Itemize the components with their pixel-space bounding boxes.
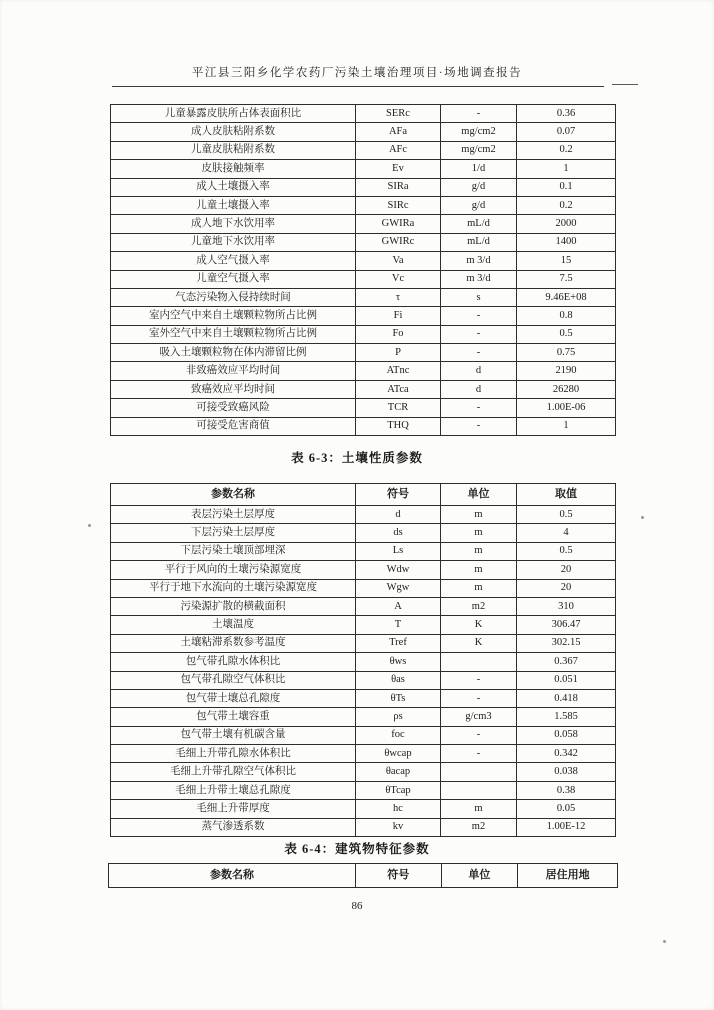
- table-row: [111, 745, 616, 763]
- value-cell: 0.36: [517, 105, 616, 123]
- unit-cell: -: [441, 399, 517, 417]
- param-name-cell: 包气带土壤有机碳含量: [111, 726, 356, 744]
- value-cell: 4: [517, 524, 616, 542]
- param-name-cell: 儿童土壤摄入率: [111, 196, 356, 214]
- unit-cell: -: [441, 417, 517, 435]
- table-row: [111, 270, 616, 288]
- symbol-cell: Vc: [356, 270, 441, 288]
- table-row: [111, 105, 616, 123]
- param-name-cell: 可接受危害商值: [111, 417, 356, 435]
- unit-cell: -: [441, 726, 517, 744]
- param-name-cell: 皮肤接触频率: [111, 160, 356, 178]
- table-row: [111, 781, 616, 799]
- param-name-cell: 儿童暴露皮肤所占体表面积比: [111, 105, 356, 123]
- param-name-cell: 毛细上升带厚度: [111, 800, 356, 818]
- unit-cell: mg/cm2: [441, 123, 517, 141]
- param-name-cell: 致癌效应平均时间: [111, 380, 356, 398]
- symbol-cell: Ev: [356, 160, 441, 178]
- symbol-cell: Ls: [356, 542, 441, 560]
- param-name-cell: 土壤粘滞系数参考温度: [111, 634, 356, 652]
- value-cell: 2190: [517, 362, 616, 380]
- unit-cell: s: [441, 288, 517, 306]
- symbol-cell: hc: [356, 800, 441, 818]
- header-unit: 单位: [441, 484, 517, 506]
- unit-cell: m 3/d: [441, 270, 517, 288]
- table-row: [111, 307, 616, 325]
- unit-cell: -: [441, 325, 517, 343]
- table-row: [111, 616, 616, 634]
- symbol-cell: Fi: [356, 307, 441, 325]
- param-name-cell: 非致癌效应平均时间: [111, 362, 356, 380]
- header-divider-fragment: [612, 84, 638, 85]
- value-cell: 0.342: [517, 745, 616, 763]
- scan-artifact: [641, 516, 644, 519]
- scan-artifact: [88, 524, 91, 527]
- symbol-cell: A: [356, 597, 441, 615]
- table-row: [111, 506, 616, 524]
- symbol-cell: kv: [356, 818, 441, 836]
- table-row: [111, 800, 616, 818]
- unit-cell: -: [441, 689, 517, 707]
- symbol-cell: θws: [356, 653, 441, 671]
- table-row: [111, 597, 616, 615]
- table-row: [111, 178, 616, 196]
- symbol-cell: ds: [356, 524, 441, 542]
- param-name-cell: 污染源扩散的横截面积: [111, 597, 356, 615]
- param-name-cell: 成人土壤摄入率: [111, 178, 356, 196]
- value-cell: 1.00E-12: [517, 818, 616, 836]
- symbol-cell: TCR: [356, 399, 441, 417]
- param-name-cell: 室内空气中来自土壤颗粒物所占比例: [111, 307, 356, 325]
- value-cell: 0.5: [517, 542, 616, 560]
- table-row: [111, 818, 616, 836]
- value-cell: 0.058: [517, 726, 616, 744]
- table-row: [111, 399, 616, 417]
- value-cell: 310: [517, 597, 616, 615]
- value-cell: 20: [517, 579, 616, 597]
- table-header-row: [109, 864, 618, 888]
- symbol-cell: Wdw: [356, 561, 441, 579]
- symbol-cell: foc: [356, 726, 441, 744]
- value-cell: 0.418: [517, 689, 616, 707]
- symbol-cell: AFc: [356, 141, 441, 159]
- scan-artifact: [663, 940, 666, 943]
- value-cell: 0.5: [517, 325, 616, 343]
- unit-cell: m: [441, 579, 517, 597]
- value-cell: 0.051: [517, 671, 616, 689]
- table-row: [111, 252, 616, 270]
- unit-cell: d: [441, 380, 517, 398]
- value-cell: 0.5: [517, 506, 616, 524]
- value-cell: 0.1: [517, 178, 616, 196]
- param-name-cell: 土壤温度: [111, 616, 356, 634]
- symbol-cell: ATnc: [356, 362, 441, 380]
- unit-cell: g/d: [441, 196, 517, 214]
- table-row: [111, 671, 616, 689]
- table-row: [111, 141, 616, 159]
- symbol-cell: Va: [356, 252, 441, 270]
- unit-cell: m: [441, 506, 517, 524]
- building-parameters-table: [108, 863, 618, 888]
- param-name-cell: 成人地下水饮用率: [111, 215, 356, 233]
- header-param-name: 参数名称: [111, 484, 356, 506]
- unit-cell: m: [441, 800, 517, 818]
- param-name-cell: 下层污染土层厚度: [111, 524, 356, 542]
- table-6-3-title: 表 6-3：土壤性质参数: [291, 451, 423, 465]
- value-cell: 20: [517, 561, 616, 579]
- unit-cell: 1/d: [441, 160, 517, 178]
- table-header-row: [111, 484, 616, 506]
- param-name-cell: 可接受致癌风险: [111, 399, 356, 417]
- param-name-cell: 室外空气中来自土壤颗粒物所占比例: [111, 325, 356, 343]
- header-symbol: 符号: [356, 484, 441, 506]
- symbol-cell: T: [356, 616, 441, 634]
- param-name-cell: 成人空气摄入率: [111, 252, 356, 270]
- table-row: [111, 708, 616, 726]
- symbol-cell: τ: [356, 288, 441, 306]
- param-name-cell: 包气带孔隙空气体积比: [111, 671, 356, 689]
- unit-cell: mL/d: [441, 233, 517, 251]
- unit-cell: d: [441, 362, 517, 380]
- header-symbol: 符号: [355, 864, 441, 888]
- symbol-cell: THQ: [356, 417, 441, 435]
- unit-cell: [441, 653, 517, 671]
- symbol-cell: GWIRa: [356, 215, 441, 233]
- table-row: [111, 233, 616, 251]
- table-row: [111, 344, 616, 362]
- unit-cell: -: [441, 745, 517, 763]
- param-name-cell: 包气带土壤总孔隙度: [111, 689, 356, 707]
- param-name-cell: 平行于地下水流向的土壤污染源宽度: [111, 579, 356, 597]
- unit-cell: m2: [441, 597, 517, 615]
- param-name-cell: 包气带土壤容重: [111, 708, 356, 726]
- table-row: [111, 215, 616, 233]
- unit-cell: -: [441, 307, 517, 325]
- table-row: [111, 726, 616, 744]
- value-cell: 0.2: [517, 141, 616, 159]
- unit-cell: -: [441, 344, 517, 362]
- value-cell: 1.585: [517, 708, 616, 726]
- unit-cell: mL/d: [441, 215, 517, 233]
- table-row: [111, 763, 616, 781]
- value-cell: 302.15: [517, 634, 616, 652]
- symbol-cell: ATca: [356, 380, 441, 398]
- unit-cell: [441, 781, 517, 799]
- value-cell: 1: [517, 417, 616, 435]
- value-cell: 0.75: [517, 344, 616, 362]
- value-cell: 1.00E-06: [517, 399, 616, 417]
- table-row: [111, 123, 616, 141]
- param-name-cell: 儿童皮肤粘附系数: [111, 141, 356, 159]
- table-row: [111, 689, 616, 707]
- symbol-cell: P: [356, 344, 441, 362]
- param-name-cell: 下层污染土壤顶部埋深: [111, 542, 356, 560]
- table-row: [111, 579, 616, 597]
- exposure-parameters-table: [110, 104, 616, 436]
- header-value: 取值: [517, 484, 616, 506]
- page-number: 86: [351, 900, 363, 912]
- param-name-cell: 包气带孔隙水体积比: [111, 653, 356, 671]
- table-row: [111, 380, 616, 398]
- table-row: [111, 362, 616, 380]
- table-6-4-title: 表 6-4：建筑物特征参数: [284, 842, 430, 856]
- symbol-cell: θacap: [356, 763, 441, 781]
- symbol-cell: θwcap: [356, 745, 441, 763]
- header-divider: [112, 86, 604, 87]
- unit-cell: g/d: [441, 178, 517, 196]
- unit-cell: m2: [441, 818, 517, 836]
- param-name-cell: 儿童地下水饮用率: [111, 233, 356, 251]
- unit-cell: -: [441, 105, 517, 123]
- unit-cell: m: [441, 542, 517, 560]
- table-row: [111, 542, 616, 560]
- param-name-cell: 吸入土壤颗粒物在体内滞留比例: [111, 344, 356, 362]
- value-cell: 0.8: [517, 307, 616, 325]
- value-cell: 0.07: [517, 123, 616, 141]
- symbol-cell: GWIRc: [356, 233, 441, 251]
- value-cell: 0.05: [517, 800, 616, 818]
- unit-cell: K: [441, 616, 517, 634]
- param-name-cell: 儿童空气摄入率: [111, 270, 356, 288]
- table-row: [111, 288, 616, 306]
- param-name-cell: 成人皮肤粘附系数: [111, 123, 356, 141]
- param-name-cell: 毛细上升带孔隙空气体积比: [111, 763, 356, 781]
- value-cell: 0.367: [517, 653, 616, 671]
- symbol-cell: SIRc: [356, 196, 441, 214]
- value-cell: 0.2: [517, 196, 616, 214]
- unit-cell: m 3/d: [441, 252, 517, 270]
- table-row: [111, 524, 616, 542]
- unit-cell: mg/cm2: [441, 141, 517, 159]
- param-name-cell: 气态污染物入侵持续时间: [111, 288, 356, 306]
- value-cell: 1: [517, 160, 616, 178]
- unit-cell: m: [441, 524, 517, 542]
- value-cell: 0.038: [517, 763, 616, 781]
- header-param-name: 参数名称: [109, 864, 356, 888]
- header-land-use: 居住用地: [518, 864, 618, 888]
- symbol-cell: θas: [356, 671, 441, 689]
- symbol-cell: SIRa: [356, 178, 441, 196]
- table-row: [111, 653, 616, 671]
- value-cell: 2000: [517, 215, 616, 233]
- value-cell: 1400: [517, 233, 616, 251]
- value-cell: 0.38: [517, 781, 616, 799]
- table-row: [111, 160, 616, 178]
- unit-cell: K: [441, 634, 517, 652]
- symbol-cell: ρs: [356, 708, 441, 726]
- table-row: [111, 196, 616, 214]
- symbol-cell: Wgw: [356, 579, 441, 597]
- value-cell: 15: [517, 252, 616, 270]
- table-row: [111, 417, 616, 435]
- soil-properties-table: [110, 483, 616, 837]
- table-row: [111, 325, 616, 343]
- param-name-cell: 毛细上升带土壤总孔隙度: [111, 781, 356, 799]
- unit-cell: [441, 763, 517, 781]
- param-name-cell: 蒸气渗透系数: [111, 818, 356, 836]
- symbol-cell: AFa: [356, 123, 441, 141]
- unit-cell: m: [441, 561, 517, 579]
- header-unit: 单位: [441, 864, 518, 888]
- symbol-cell: d: [356, 506, 441, 524]
- value-cell: 306.47: [517, 616, 616, 634]
- value-cell: 26280: [517, 380, 616, 398]
- unit-cell: -: [441, 671, 517, 689]
- unit-cell: g/cm3: [441, 708, 517, 726]
- symbol-cell: θTcap: [356, 781, 441, 799]
- symbol-cell: SERc: [356, 105, 441, 123]
- param-name-cell: 平行于风向的土壤污染源宽度: [111, 561, 356, 579]
- table-row: [111, 561, 616, 579]
- page-header-title: 平江县三阳乡化学农药厂污染土壤治理项目·场地调查报告: [191, 67, 523, 79]
- value-cell: 9.46E+08: [517, 288, 616, 306]
- param-name-cell: 表层污染土层厚度: [111, 506, 356, 524]
- symbol-cell: Fo: [356, 325, 441, 343]
- symbol-cell: θTs: [356, 689, 441, 707]
- value-cell: 7.5: [517, 270, 616, 288]
- param-name-cell: 毛细上升带孔隙水体积比: [111, 745, 356, 763]
- table-row: [111, 634, 616, 652]
- symbol-cell: Tref: [356, 634, 441, 652]
